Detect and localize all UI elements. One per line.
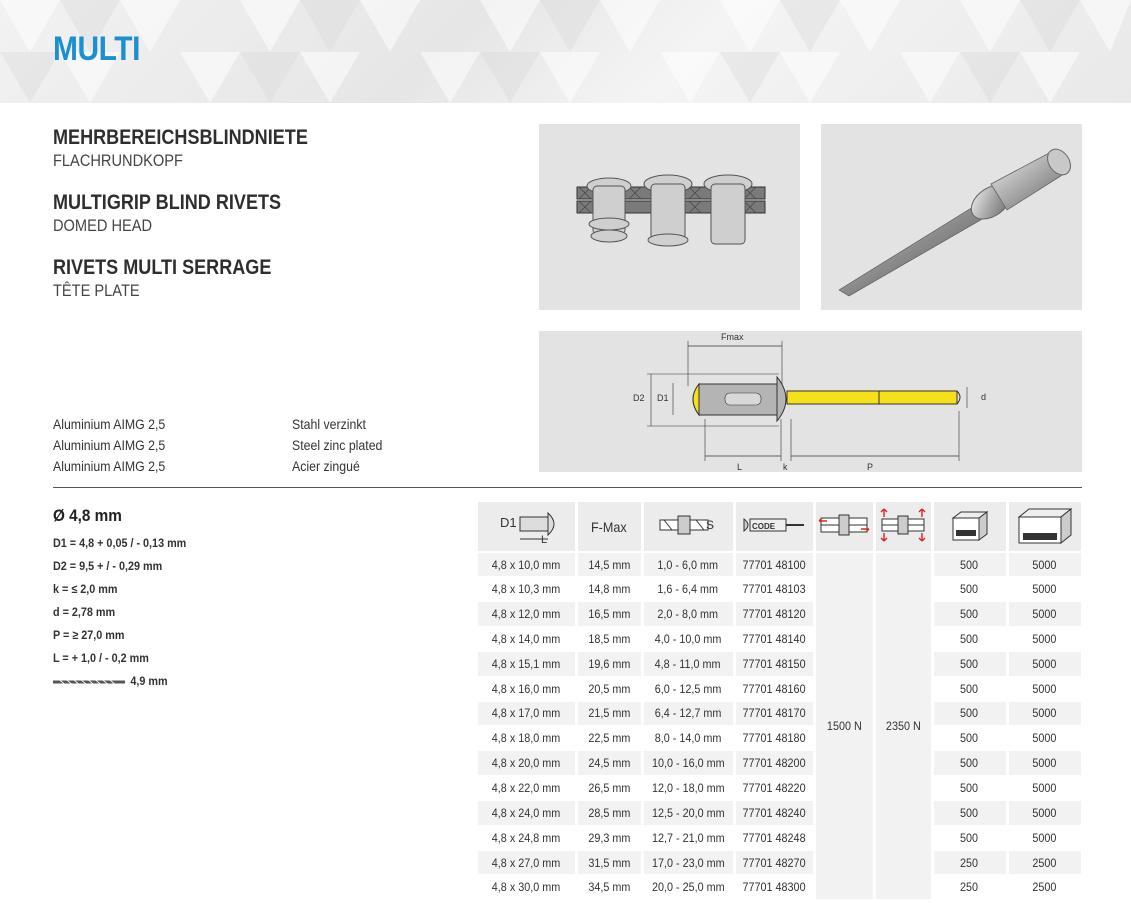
grip-range-icon [656,510,720,540]
cell-code: 77701 48120 [734,602,814,627]
cell-fmax: 29,3 mm [576,825,642,850]
table-header-row [478,502,1082,552]
cell-tensile: 2350 N [874,552,932,900]
cell-code: 77701 48160 [734,676,814,701]
cell-fmax: 21,5 mm [576,701,642,726]
heading-main: RIVETS MULTI SERRAGE [53,256,272,279]
fmax-label: Fmax [721,332,744,342]
cell-grip: 12,0 - 18,0 mm [642,776,734,801]
cell-small-pack: 500 [932,676,1007,701]
table-row [478,850,1082,875]
heading-english [53,191,318,236]
cell-code: 77701 48240 [734,800,814,825]
cell-fmax: 14,5 mm [576,552,642,577]
cell-code: 77701 48103 [734,577,814,602]
table-row [478,751,1082,776]
cell-fmax: 22,5 mm [576,726,642,751]
header-fmax: F-Max [576,502,642,552]
cell-code: 77701 48150 [734,651,814,676]
code-rivet-icon [742,515,806,535]
spec-l: L = + 1,0 / - 0,2 mm [53,651,149,665]
cell-code: 77701 48200 [734,751,814,776]
table-row [478,800,1082,825]
cell-size: 4,8 x 16,0 mm [478,676,576,701]
cell-fmax: 34,5 mm [576,875,642,900]
cell-size: 4,8 x 24,0 mm [478,800,576,825]
triangle-pattern [0,0,1131,103]
spec-k: k = ≤ 2,0 mm [53,582,118,596]
cell-small-pack: 500 [932,602,1007,627]
cell-big-pack: 5000 [1007,552,1082,577]
cell-small-pack: 500 [932,552,1007,577]
cell-size: 4,8 x 30,0 mm [478,875,576,900]
heading-sub: DOMED HEAD [53,216,153,235]
cell-shear: 1500 N [814,552,874,900]
d2-label: D2 [633,393,645,403]
cell-size: 4,8 x 22,0 mm [478,776,576,801]
cell-size: 4,8 x 14,0 mm [478,627,576,652]
cell-fmax: 16,5 mm [576,602,642,627]
heading-main: MEHRBEREICHSBLINDNIETE [53,126,308,149]
drill-size: 4,9 mm [130,674,168,688]
cell-big-pack: 5000 [1007,627,1082,652]
cell-small-pack: 500 [932,701,1007,726]
table-row [478,676,1082,701]
cell-grip: 6,0 - 12,5 mm [642,676,734,701]
big-box-icon [1015,503,1075,547]
d-label: d [981,392,987,402]
product-table [478,502,1084,900]
cell-fmax: 26,5 mm [576,776,642,801]
body-material-fr: Aluminium AIMG 2,5 [53,458,166,474]
header-shear [814,502,874,552]
rivet-dimension-drawing [539,331,1082,472]
cell-code: 77701 48170 [734,701,814,726]
cell-big-pack: 5000 [1007,577,1082,602]
spec-d: d = 2,78 mm [53,605,116,619]
cell-big-pack: 5000 [1007,726,1082,751]
cell-code: 77701 48100 [734,552,814,577]
cell-fmax: 24,5 mm [576,751,642,776]
svg-text:CODE: CODE [752,522,776,531]
cell-fmax: 19,6 mm [576,651,642,676]
cell-size: 4,8 x 27,0 mm [478,850,576,875]
table-row [478,701,1082,726]
cell-grip: 12,5 - 20,0 mm [642,800,734,825]
cell-small-pack: 500 [932,627,1007,652]
cell-fmax: 14,8 mm [576,577,642,602]
cell-big-pack: 5000 [1007,602,1082,627]
header-big-box [1007,502,1082,552]
cell-grip: 2,0 - 8,0 mm [642,602,734,627]
header-code [734,502,814,552]
cell-size: 4,8 x 10,3 mm [478,577,576,602]
header-banner [0,0,1131,103]
cell-big-pack: 5000 [1007,751,1082,776]
cell-big-pack: 5000 [1007,800,1082,825]
table-row [478,627,1082,652]
table-row [478,577,1082,602]
cell-size: 4,8 x 10,0 mm [478,552,576,577]
cell-small-pack: 500 [932,577,1007,602]
k-label: k [783,462,788,472]
cell-fmax: 18,5 mm [576,627,642,652]
table-body [478,552,1082,900]
p-label: P [867,462,874,472]
cell-size: 4,8 x 24,8 mm [478,825,576,850]
cell-size: 4,8 x 20,0 mm [478,751,576,776]
cell-grip: 6,4 - 12,7 mm [642,701,734,726]
specifications [53,506,201,693]
cell-code: 77701 48300 [734,875,814,900]
body-material-list [53,414,165,477]
page-title: MULTI [53,30,140,68]
header-dimensions [478,502,576,552]
cell-big-pack: 5000 [1007,701,1082,726]
divider [53,487,1082,488]
cell-grip: 20,0 - 25,0 mm [642,875,734,900]
shear-force-icon [817,510,871,540]
cell-big-pack: 5000 [1007,676,1082,701]
spec-d2: D2 = 9,5 + / - 0,29 mm [53,559,163,573]
cell-fmax: 20,5 mm [576,676,642,701]
cell-code: 77701 48140 [734,627,814,652]
cell-grip: 4,0 - 10,0 mm [642,627,734,652]
header-grip [642,502,734,552]
table-row [478,651,1082,676]
tensile-force-icon [876,505,930,545]
cell-grip: 17,0 - 23,0 mm [642,850,734,875]
mandrel-material-de: Stahl verzinkt [292,416,366,432]
heading-sub: FLACHRUNDKOPF [53,151,183,170]
table-row [478,726,1082,751]
cell-big-pack: 2500 [1007,850,1082,875]
cell-code: 77701 48270 [734,850,814,875]
cell-fmax: 28,5 mm [576,800,642,825]
cell-small-pack: 500 [932,825,1007,850]
heading-german [53,126,349,171]
cell-fmax: 31,5 mm [576,850,642,875]
rivet-photo-image [821,124,1082,310]
cell-size: 4,8 x 12,0 mm [478,602,576,627]
table-row [478,776,1082,801]
cell-grip: 10,0 - 16,0 mm [642,751,734,776]
cell-big-pack: 5000 [1007,825,1082,850]
heading-french [53,256,307,301]
mandrel-material-fr: Acier zingué [292,458,360,474]
cell-grip: 1,6 - 6,4 mm [642,577,734,602]
body-material-en: Aluminium AIMG 2,5 [53,437,166,453]
svg-text:S: S [706,518,715,532]
cell-grip: 12,7 - 21,0 mm [642,825,734,850]
drill-spec [53,670,186,693]
table-row [478,552,1082,577]
cell-small-pack: 500 [932,651,1007,676]
cell-small-pack: 500 [932,751,1007,776]
svg-text:L: L [541,534,548,545]
l-label: L [737,462,743,472]
cell-small-pack: 500 [932,726,1007,751]
cell-small-pack: 500 [932,776,1007,801]
cell-size: 4,8 x 17,0 mm [478,701,576,726]
header-small-box [932,502,1007,552]
cell-code: 77701 48180 [734,726,814,751]
cell-small-pack: 250 [932,850,1007,875]
cell-grip: 4,8 - 11,0 mm [642,651,734,676]
cell-code: 77701 48220 [734,776,814,801]
heading-main: MULTIGRIP BLIND RIVETS [53,191,282,214]
rivet-cross-section-image [539,124,800,310]
svg-text:D1: D1 [500,515,517,530]
cell-size: 4,8 x 15,1 mm [478,651,576,676]
table-row [478,875,1082,900]
cell-small-pack: 500 [932,800,1007,825]
mandrel-material-list [292,414,382,477]
rivet-dimension-icon [486,505,566,545]
header-tensile [874,502,932,552]
cell-big-pack: 2500 [1007,875,1082,900]
table-row [478,602,1082,627]
drill-bit-icon [53,677,125,687]
cell-small-pack: 250 [932,875,1007,900]
spec-p: P = ≥ 27,0 mm [53,628,125,642]
cell-grip: 8,0 - 14,0 mm [642,726,734,751]
small-box-icon [949,506,991,544]
heading-sub: TÊTE PLATE [53,281,140,300]
d1-label: D1 [657,393,669,403]
spec-d1: D1 = 4,8 + 0,05 / - 0,13 mm [53,536,187,550]
cell-big-pack: 5000 [1007,776,1082,801]
cell-code: 77701 48248 [734,825,814,850]
diameter-title: Ø 4,8 mm [53,506,122,525]
table-row [478,825,1082,850]
cell-size: 4,8 x 18,0 mm [478,726,576,751]
cell-grip: 1,0 - 6,0 mm [642,552,734,577]
cell-big-pack: 5000 [1007,651,1082,676]
mandrel-material-en: Steel zinc plated [292,437,383,453]
body-material-de: Aluminium AIMG 2,5 [53,416,166,432]
